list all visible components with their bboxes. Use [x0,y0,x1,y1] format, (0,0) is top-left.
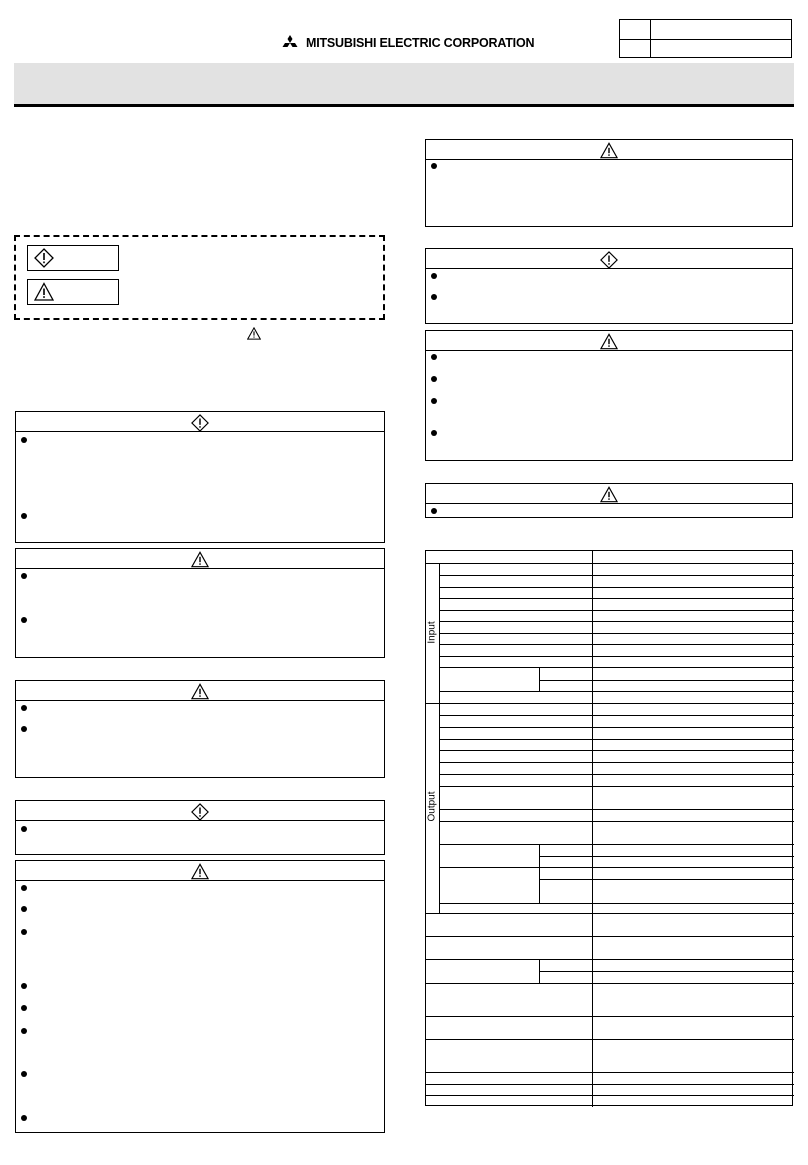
title-rule [14,104,794,107]
inline-caution-triangle-icon [247,327,261,340]
list-bullet [431,294,437,300]
caution-panel-2 [15,680,385,778]
danger-diamond-icon [191,803,209,821]
list-bullet [21,885,27,891]
list-bullet [431,376,437,382]
list-bullet [21,617,27,623]
caution-triangle-icon [600,333,618,350]
danger-symbol-box [27,245,119,271]
document-reference-box [619,19,792,58]
caution-panel-4 [425,139,793,227]
safety-symbol-legend [14,235,385,320]
list-bullet [431,163,437,169]
danger-panel-3 [425,248,793,324]
list-bullet [21,726,27,732]
list-bullet [21,929,27,935]
caution-triangle-icon [600,486,618,503]
danger-diamond-icon [191,414,209,432]
caution-triangle-icon [191,863,209,880]
list-bullet [21,1071,27,1077]
list-bullet [431,398,437,404]
caution-panel-6 [425,483,793,518]
list-bullet [21,705,27,711]
danger-panel-1 [15,411,385,543]
title-bar [14,63,794,105]
list-bullet [21,1028,27,1034]
three-diamond-logo-icon [280,35,300,51]
list-bullet [21,1115,27,1121]
caution-panel-5 [425,330,793,461]
list-bullet [431,273,437,279]
list-bullet [21,1005,27,1011]
danger-diamond-icon [34,248,54,268]
list-bullet [21,826,27,832]
danger-panel-2 [15,800,385,855]
output-group-label: Output [426,791,438,822]
caution-triangle-icon [191,683,209,700]
caution-triangle-icon [191,551,209,568]
list-bullet [21,906,27,912]
company-logo [280,34,534,52]
specification-table [425,550,793,1106]
list-bullet [431,430,437,436]
danger-diamond-icon [600,251,618,269]
list-bullet [21,513,27,519]
caution-triangle-icon [34,282,54,302]
list-bullet [21,437,27,443]
list-bullet [21,573,27,579]
input-group-label: Input [426,621,438,644]
caution-triangle-icon [600,142,618,159]
caution-panel-3 [15,860,385,1133]
caution-panel-1 [15,548,385,658]
list-bullet [431,508,437,514]
list-bullet [431,354,437,360]
list-bullet [21,983,27,989]
caution-symbol-box [27,279,119,305]
company-name: MITSUBISHI ELECTRIC CORPORATION [306,36,535,50]
